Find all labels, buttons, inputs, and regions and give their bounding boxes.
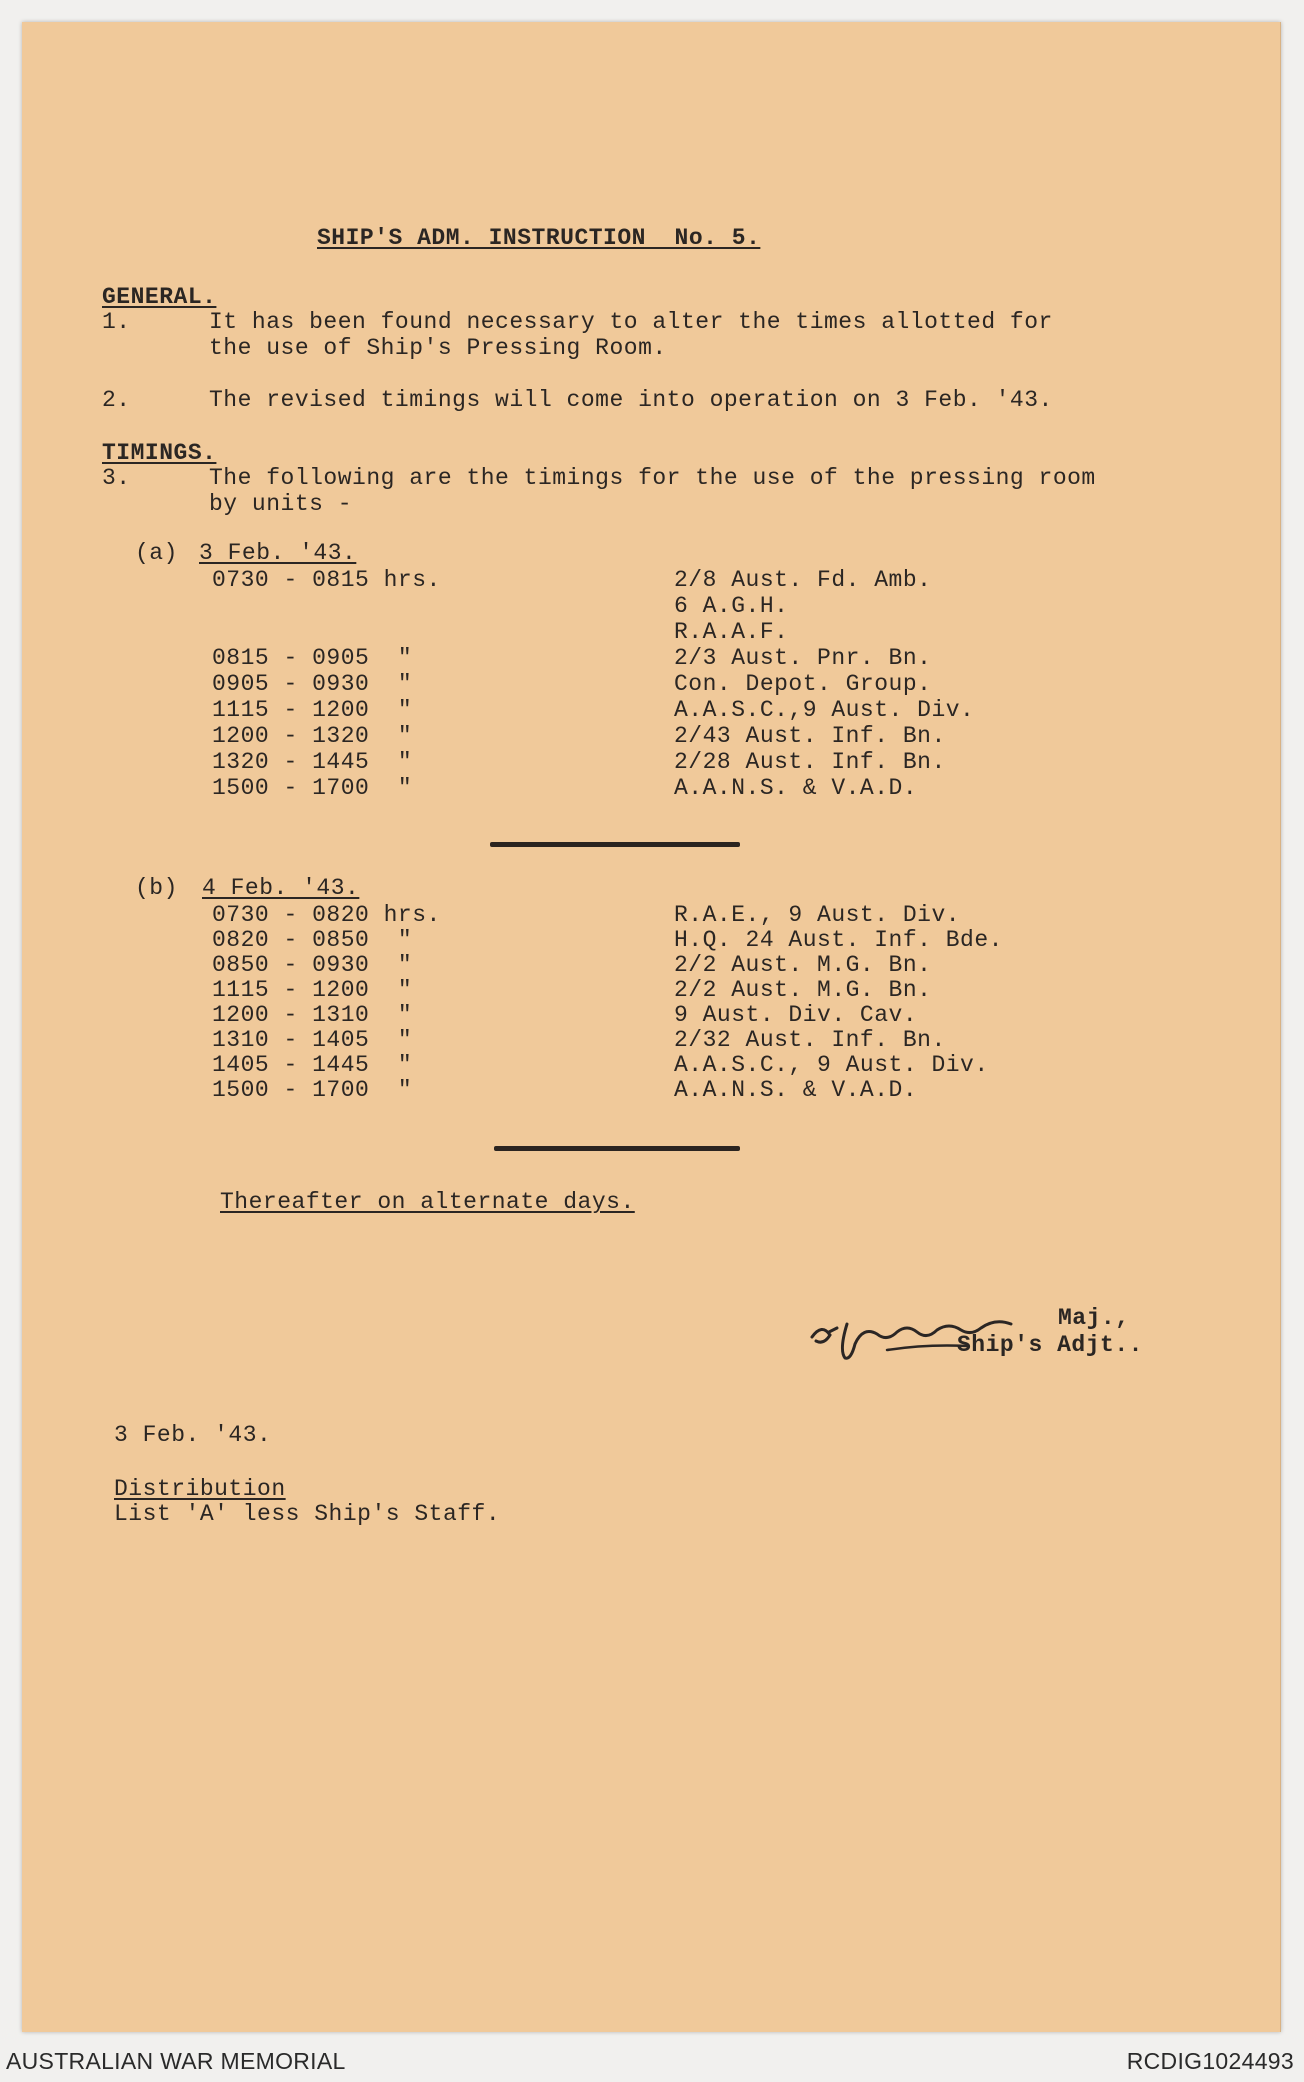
- distribution-text: List 'A' less Ship's Staff.: [114, 1501, 501, 1527]
- schedule-b-unit: 9 Aust. Div. Cav.: [674, 1002, 918, 1028]
- schedule-a-time: 1500 - 1700 ": [212, 775, 413, 801]
- schedule-b-date: 4 Feb. '43.: [202, 875, 360, 901]
- schedule-a-time: 1200 - 1320 ": [212, 723, 413, 749]
- schedule-a-unit: 2/28 Aust. Inf. Bn.: [674, 749, 946, 775]
- para2-text: The revised timings will come into operation on 3 Feb. '43.: [209, 387, 1053, 413]
- para3-line1: The following are the timings for the use of the pressing room: [209, 465, 1096, 491]
- schedule-a-unit: 2/3 Aust. Pnr. Bn.: [674, 645, 932, 671]
- schedule-b-unit: 2/2 Aust. M.G. Bn.: [674, 952, 932, 978]
- schedule-a-unit: A.A.S.C.,9 Aust. Div.: [674, 697, 975, 723]
- distribution-heading: Distribution: [114, 1476, 286, 1502]
- schedule-b-time: 0730 - 0820 hrs.: [212, 902, 441, 928]
- general-heading: GENERAL.: [102, 284, 217, 310]
- schedule-a-date: 3 Feb. '43.: [199, 540, 357, 566]
- schedule-a-label: (a): [135, 540, 178, 566]
- schedule-a-time: 0905 - 0930 ": [212, 671, 413, 697]
- schedule-a-time: 0815 - 0905 ": [212, 645, 413, 671]
- schedule-b-unit: 2/2 Aust. M.G. Bn.: [674, 977, 932, 1003]
- para1-line1: It has been found necessary to alter the times allotted for: [209, 309, 1053, 335]
- para2-number: 2.: [102, 387, 131, 413]
- schedule-b-time: 0820 - 0850 ": [212, 927, 413, 953]
- schedule-b-label: (b): [135, 875, 178, 901]
- para3-number: 3.: [102, 465, 131, 491]
- schedule-a-unit: 6 A.G.H.: [674, 593, 789, 619]
- archive-credit: AUSTRALIAN WAR MEMORIAL: [6, 2048, 346, 2074]
- para1-number: 1.: [102, 309, 131, 335]
- schedule-a-time: 0730 - 0815 hrs.: [212, 567, 441, 593]
- section-divider: [490, 842, 740, 847]
- schedule-a-unit: A.A.N.S. & V.A.D.: [674, 775, 918, 801]
- section-divider: [494, 1146, 740, 1151]
- schedule-a-time: 1115 - 1200 ": [212, 697, 413, 723]
- schedule-b-time: 1310 - 1405 ": [212, 1027, 413, 1053]
- schedule-a-time: 1320 - 1445 ": [212, 749, 413, 775]
- schedule-b-time: 1200 - 1310 ": [212, 1002, 413, 1028]
- thereafter-note: Thereafter on alternate days.: [220, 1189, 635, 1215]
- schedule-b-unit: A.A.S.C., 9 Aust. Div.: [674, 1052, 989, 1078]
- timings-heading: TIMINGS.: [102, 440, 217, 466]
- document-title: SHIP'S ADM. INSTRUCTION No. 5.: [317, 225, 761, 251]
- schedule-b-unit: H.Q. 24 Aust. Inf. Bde.: [674, 927, 1003, 953]
- archive-reference: RCDIG1024493: [1126, 2048, 1294, 2074]
- schedule-a-unit: 2/8 Aust. Fd. Amb.: [674, 567, 932, 593]
- schedule-b-unit: R.A.E., 9 Aust. Div.: [674, 902, 961, 928]
- schedule-b-unit: A.A.N.S. & V.A.D.: [674, 1077, 918, 1103]
- schedule-b-time: 1405 - 1445 ": [212, 1052, 413, 1078]
- schedule-a-unit: 2/43 Aust. Inf. Bn.: [674, 723, 946, 749]
- para3-line2: by units -: [209, 491, 353, 517]
- schedule-b-unit: 2/32 Aust. Inf. Bn.: [674, 1027, 946, 1053]
- document-page: [22, 22, 1281, 2032]
- signatory-appointment: Ship's Adjt..: [957, 1332, 1143, 1358]
- schedule-b-time: 1115 - 1200 ": [212, 977, 413, 1003]
- schedule-b-time: 0850 - 0930 ": [212, 952, 413, 978]
- schedule-a-unit: Con. Depot. Group.: [674, 671, 932, 697]
- issue-date: 3 Feb. '43.: [114, 1422, 272, 1448]
- signatory-rank: Maj.,: [1058, 1305, 1130, 1331]
- para1-line2: the use of Ship's Pressing Room.: [209, 335, 667, 361]
- schedule-a-unit: R.A.A.F.: [674, 619, 789, 645]
- schedule-b-time: 1500 - 1700 ": [212, 1077, 413, 1103]
